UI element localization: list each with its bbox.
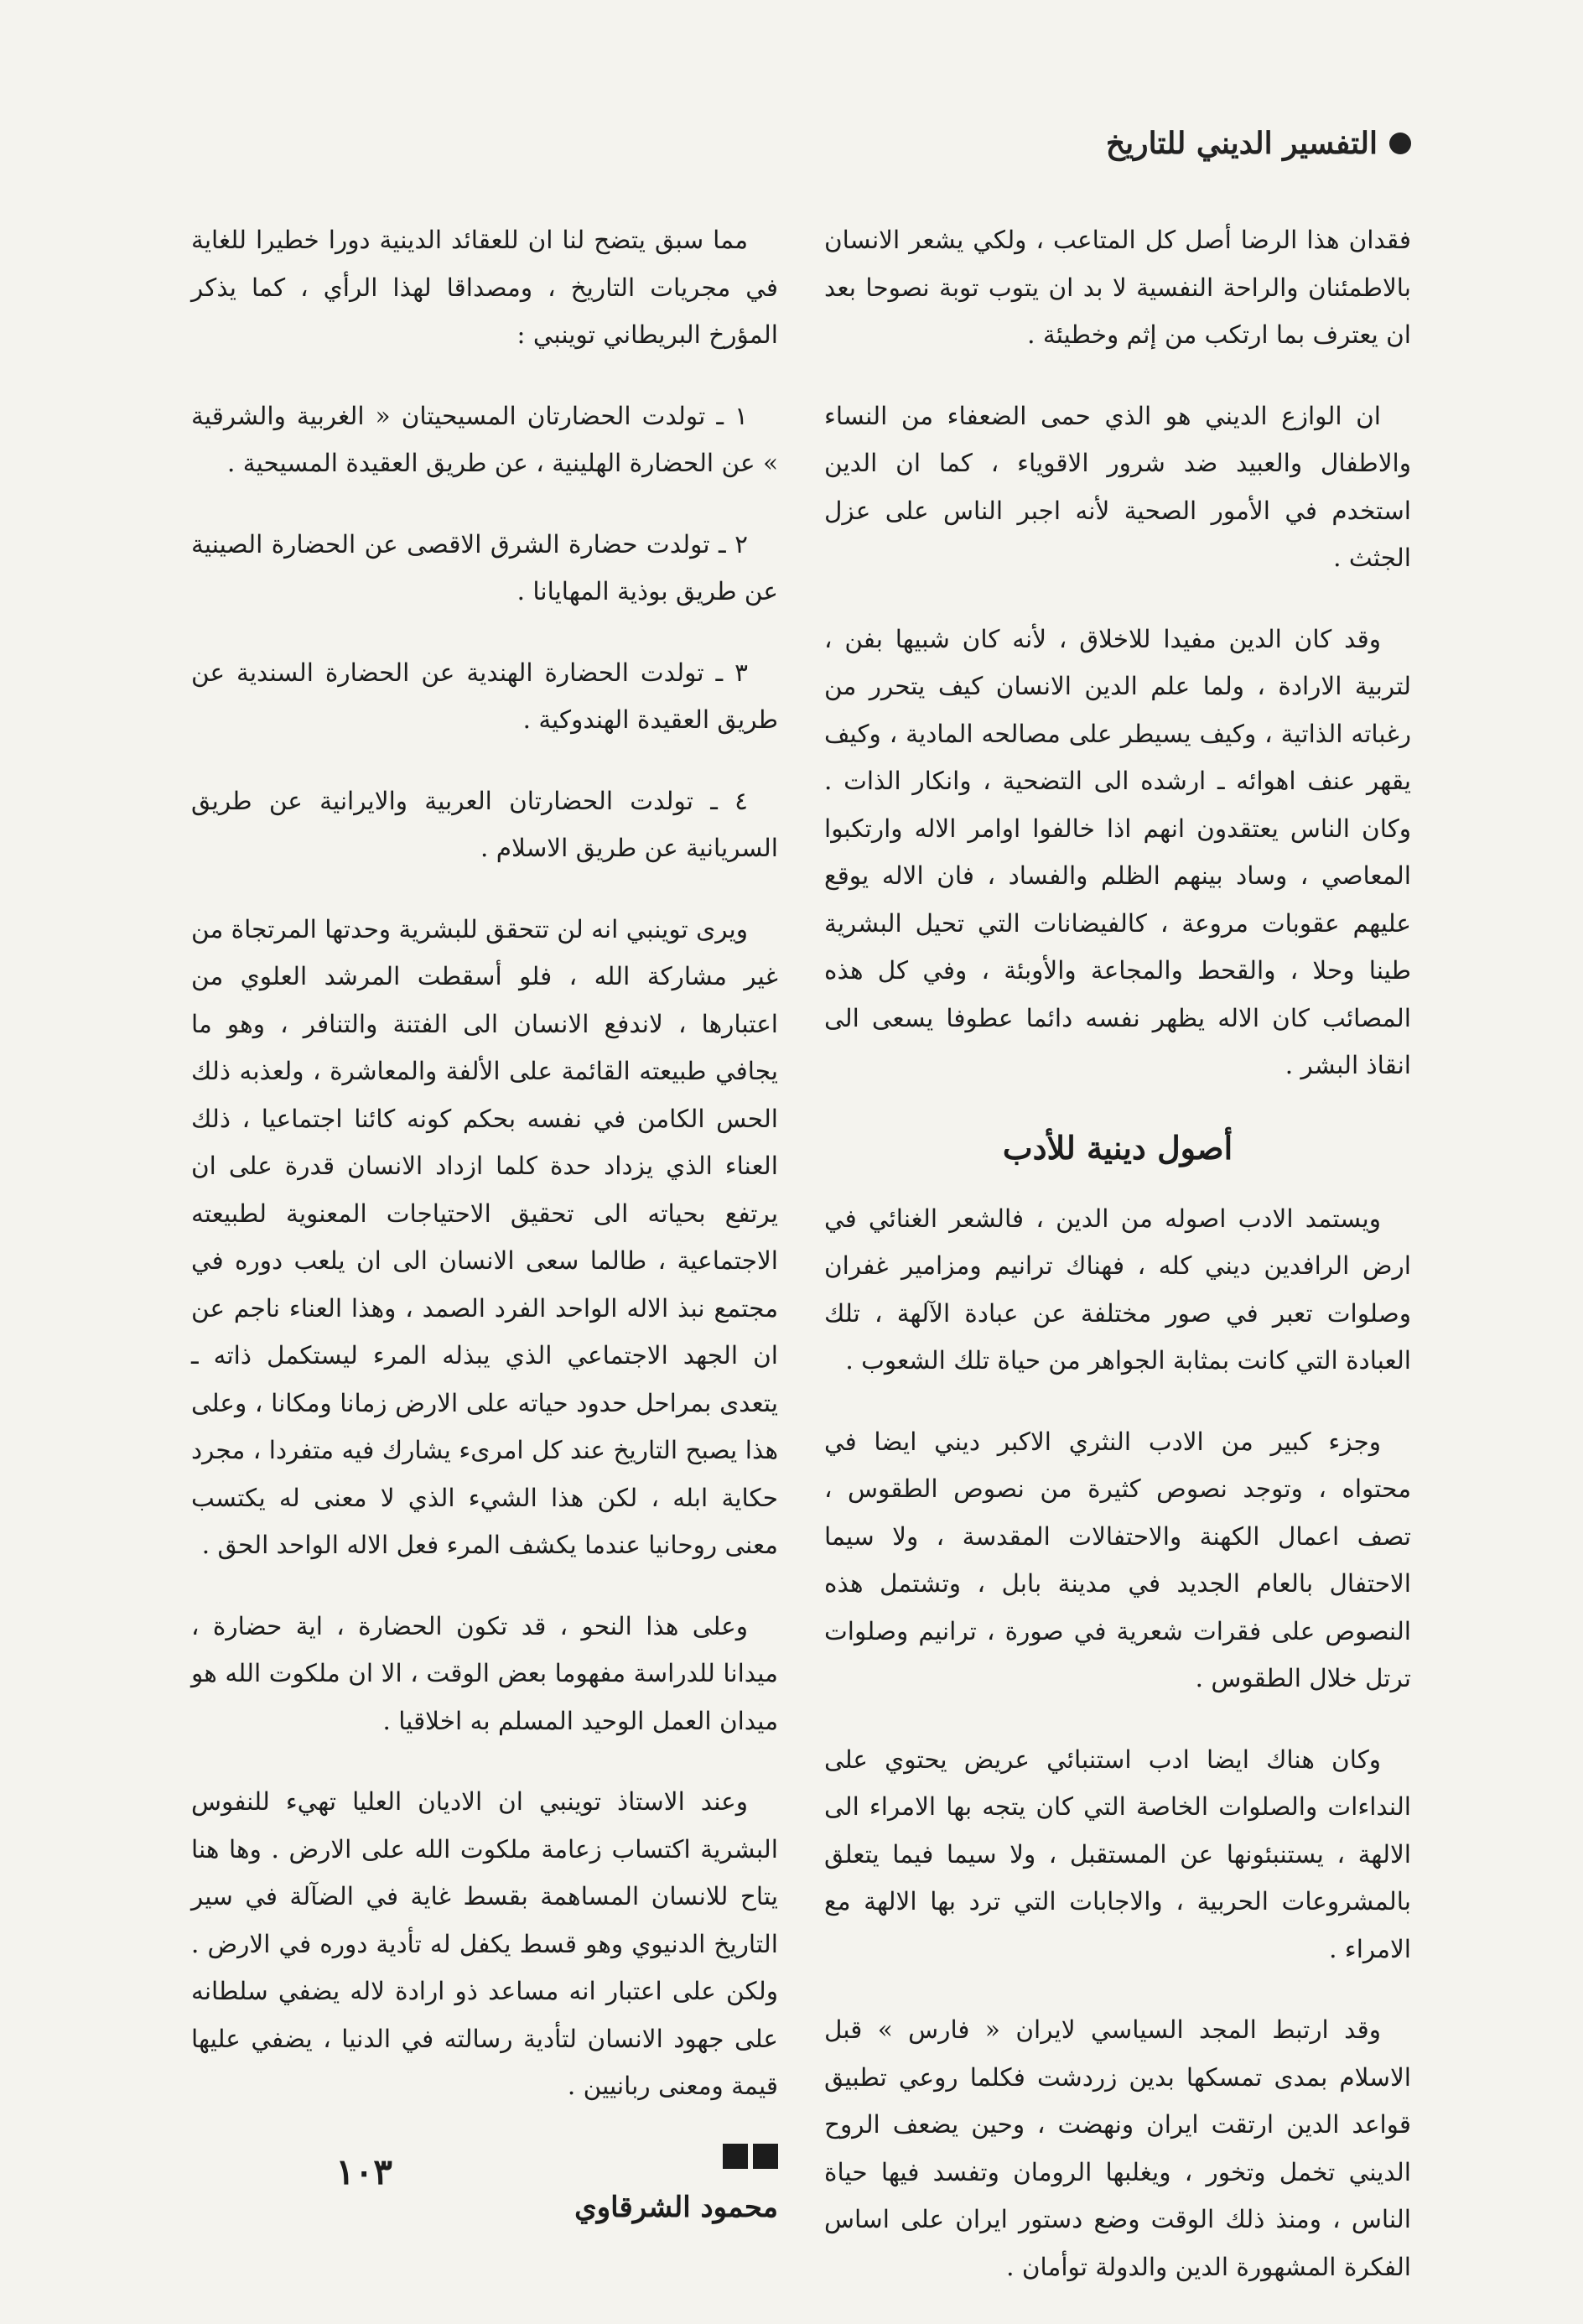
list-item: ٣ ـ تولدت الحضارة الهندية عن الحضارة السندية عن طريق العقيدة الهندوكية . [191, 658, 778, 734]
author-block [191, 2144, 778, 2232]
section-heading: أصول دينية للأدب [1002, 1128, 1233, 1167]
author-name: محمود الشرقاوي [574, 2190, 778, 2224]
left-column [191, 216, 778, 2231]
paragraph: ان الوازع الديني هو الذي حمى الضعفاء من النساء والاطفال والعبيد ضد شرور الاقوياء ، كما ان الدين استخدم في الأمور الصحية لأنه اجبر الناس على عزل الجثث . [824, 401, 1411, 572]
paragraph: ويرى توينبي انه لن تتحقق للبشرية وحدتها المرتجاة من غير مشاركة الله ، فلو أسقطت المرشد العلوي من اعتبارها ، لاندفع الانسان الى الفتنة والتنافر ، وهو ما يجافي طبيعته القائمة على الألفة والمعاشرة ، ولعذبه ذلك الحس الكامن في نفسه بحكم كونه كائنا اجتماعيا ، ذلك العناء الذي يزداد حدة كلما ازداد الانسان قدرة على ان يرتفع بحياته الى تحقيق الاحتياجات المعنوية لطبيعته الاجتماعية ، طالما سعى الانسان الى ان يلعب دوره في مجتمع نبذ الاله الواحد الفرد الصمد ، وهذا العناء ناجم عن ان الجهد الاجتماعي الذي يبذله المرء ليستكمل ذاته ـ يتعدى بمراحل حدود حياته على الارض زمانا ومكانا ، وعلى هذا يصبح التاريخ عند كل امرىء يشارك فيه متفردا ، مجرد حكاية ابله ، لكن هذا الشيء الذي لا معنى له يكتسب معنى روحانيا عندما يكشف المرء فعل الاله الواحد الحق . [191, 914, 778, 1559]
right-column [824, 216, 1411, 2324]
paragraph: وقد كان الدين مفيدا للاخلاق ، لأنه كان شبيها بفن ، لتربية الارادة ، ولما علم الدين الانسان كيف يتحرر من رغباته الذاتية ، وكيف يسيطر على مصالحه المادية ، وكيف يقهر عنف اهوائه ـ ارشده الى التضحية ، وانكار الذات . وكان الناس يعتقدون انهم اذا خالفوا اوامر الاله وارتكبوا المعاصي ، وساد بينهم الظلم والفساد ، فان الاله يوقع عليهم عقوبات مروعة ، كالفيضانات التي تحيل البشرية طينا وحلا ، والقحط والمجاعة والأوبئة ، وفي كل هذه المصائب كان الاله يظهر نفسه دائما عطوفا يسعى الى انقاذ البشر . [824, 624, 1411, 1079]
list-item: ١ ـ تولدت الحضارتان المسيحيتان « الغربية والشرقية » عن الحضارة الهلينية ، عن طريق العقيدة المسيحية . [191, 401, 778, 477]
header-title: التفسير الديني للتاريخ [1105, 126, 1378, 161]
list-item: ٤ ـ تولدت الحضارتان العربية والايرانية عن طريق السريانية عن طريق الاسلام . [191, 786, 778, 862]
paragraph: وجزء كبير من الادب النثري الاكبر ديني ايضا في محتواه ، وتوجد نصوص كثيرة من نصوص الطقوس ، تصف اعمال الكهنة والاحتفالات المقدسة ، ولا سيما الاحتفال بالعام الجديد في مدينة بابل ، وتشتمل هذه النصوص على فقرات شعرية في صورة ، ترانيم وصلوات ترتل خلال الطقوس . [824, 1427, 1411, 1692]
end-marks-icon [191, 2144, 778, 2169]
paragraph: مما سبق يتضح لنا ان للعقائد الدينية دورا خطيرا للغاية في مجريات التاريخ ، ومصداقا لهذا الرأي ، كما يذكر المؤرخ البريطاني توينبي : [191, 226, 778, 349]
paragraph: وعلى هذا النحو ، قد تكون الحضارة ، اية حضارة ، ميدانا للدراسة مفهوما بعض الوقت ، الا ان ملكوت الله هو ميدان العمل الوحيد المسلم به اخلاقيا . [191, 1611, 778, 1735]
header-bullet-icon [1389, 133, 1411, 154]
page-number: ١٠٣ [335, 2151, 392, 2192]
list-item: ٢ ـ تولدت حضارة الشرق الاقصى عن الحضارة الصينية عن طريق بوذية المهايانا . [191, 529, 778, 606]
paragraph: وعند الاستاذ توينبي ان الاديان العليا تهيء للنفوس البشرية اكتساب زعامة ملكوت الله على الارض . وها هنا يتاح للانسان المساهمة بقسط غاية في الضآلة في سير التاريخ الدنيوي وهو قسط يكفل له تأدية دوره في الارض . ولكن على اعتبار انه مساعد ذو ارادة لاله يضفي سلطانه على جهود الانسان لتأدية رسالته في الدنيا ، يضفي عليها قيمة ومعنى ربانيين . [191, 1787, 778, 2100]
paragraph: وكان هناك ايضا ادب استنبائي عريض يحتوي على النداءات والصلوات الخاصة التي كان يتجه بها الامراء الى الالهة ، يستنبئونها عن المستقبل ، ولا سيما فيما يتعلق بالمشروعات الحربية ، والاجابات التي ترد بها الالهة مع الامراء . [824, 1744, 1411, 1963]
paragraph: ويستمد الادب اصوله من الدين ، فالشعر الغنائي في ارض الرافدين ديني كله ، فهناك ترانيم ومزامير غفران وصلوات تعبر في صور مختلفة عن عبادة الآلهة ، تلك العبادة التي كانت بمثابة الجواهر من حياة تلك الشعوب . [824, 1204, 1411, 1375]
running-header [1106, 126, 1411, 161]
paragraph: فقدان هذا الرضا أصل كل المتاعب ، ولكي يشعر الانسان بالاطمئنان والراحة النفسية لا بد ان يتوب توبة نصوحا بعد ان يعترف بما ارتكب من إثم وخطيئة . [824, 226, 1411, 349]
paragraph: وقد ارتبط المجد السياسي لايران « فارس » قبل الاسلام بمدى تمسكها بدين زردشت فكلما روعي تطبيق قواعد الدين ارتقت ايران ونهضت ، وحين يضعف الروح الديني تخمل وتخور ، ويغلبها الرومان وتفسد فيها حياة الناس ، ومنذ ذلك الوقت وضع دستور ايران على اساس الفكرة المشهورة الدين والدولة توأمان . [824, 2015, 1411, 2281]
